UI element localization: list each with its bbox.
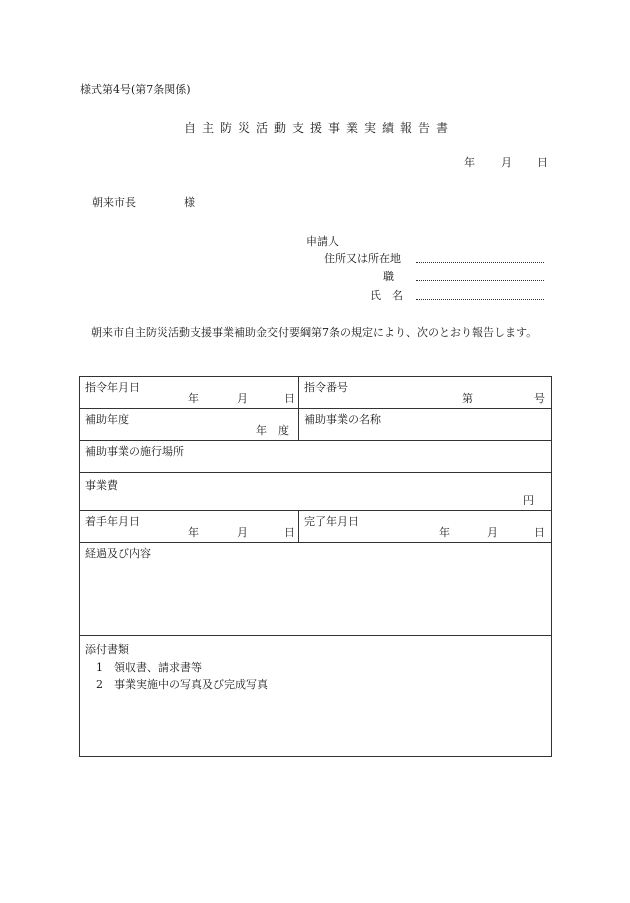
project-cost-yen: 円 <box>523 494 534 507</box>
completion-day: 日 <box>534 526 545 539</box>
project-location-label: 補助事業の施行場所 <box>85 445 184 458</box>
project-cost-label: 事業費 <box>85 479 118 492</box>
completion-year: 年 <box>439 526 450 539</box>
subsidy-nendo: 年 度 <box>256 424 289 437</box>
address-field[interactable] <box>416 262 544 263</box>
designation-date-cell[interactable] <box>80 377 299 409</box>
project-cost-cell[interactable] <box>80 473 552 511</box>
name-label: 氏 名 <box>370 289 403 302</box>
start-month: 月 <box>237 526 248 539</box>
position-label: 職 <box>383 270 394 283</box>
project-location-cell[interactable] <box>80 441 552 473</box>
report-statement: 朝来市自主防災活動支援事業補助金交付要綱第7条の規定により、次のとおり報告します。 <box>91 326 538 339</box>
start-date-cell[interactable] <box>80 511 299 543</box>
date-day-label: 日 <box>537 156 548 169</box>
applicant-heading: 申請人 <box>306 235 339 248</box>
designation-dai: 第 <box>462 392 473 405</box>
progress-label: 経過及び内容 <box>85 547 151 560</box>
start-year: 年 <box>188 526 199 539</box>
completion-date-cell[interactable] <box>299 511 552 543</box>
designation-number-label: 指令番号 <box>304 381 348 394</box>
attachments-cell[interactable] <box>80 636 552 757</box>
subsidy-year-cell[interactable] <box>80 409 299 441</box>
designation-go: 号 <box>534 392 545 405</box>
designation-year: 年 <box>188 392 199 405</box>
attachment-item: 2 事業実施中の写真及び完成写真 <box>96 678 268 691</box>
attachment-item: 1 領収書、請求書等 <box>96 661 202 674</box>
designation-month: 月 <box>237 392 248 405</box>
report-table <box>79 376 552 757</box>
start-date-label: 着手年月日 <box>85 515 140 528</box>
designation-day: 日 <box>284 392 295 405</box>
subsidy-year-label: 補助年度 <box>85 413 129 426</box>
project-name-label: 補助事業の名称 <box>304 413 381 426</box>
completion-date-label: 完了年月日 <box>304 515 359 528</box>
progress-cell[interactable] <box>80 543 552 636</box>
completion-month: 月 <box>487 526 498 539</box>
addressee: 朝来市長 <box>92 196 136 209</box>
name-field[interactable] <box>416 299 544 300</box>
date-month-label: 月 <box>501 156 512 169</box>
attachments-label: 添付書類 <box>85 643 129 656</box>
position-field[interactable] <box>416 280 544 281</box>
form-number: 様式第4号(第7条関係) <box>80 83 191 96</box>
honorific: 様 <box>184 196 195 209</box>
start-day: 日 <box>284 526 295 539</box>
address-label: 住所又は所在地 <box>324 252 401 265</box>
date-year-label: 年 <box>464 156 475 169</box>
project-name-cell[interactable] <box>299 409 552 441</box>
designation-date-label: 指令年月日 <box>85 381 140 394</box>
designation-number-cell[interactable] <box>299 377 552 409</box>
document-title: 自主防災活動支援事業実績報告書 <box>183 121 454 135</box>
